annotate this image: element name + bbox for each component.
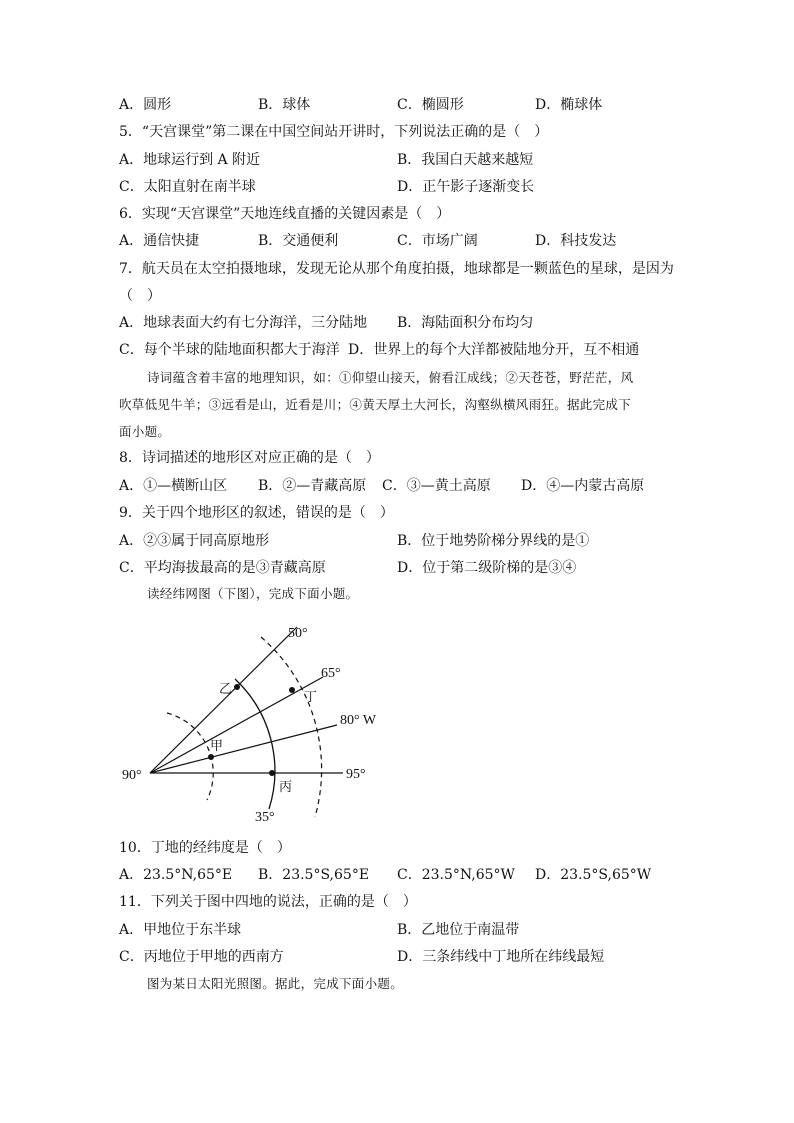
label-yi: 乙 [219, 682, 233, 697]
q8-stem: 8．诗词描述的地形区对应正确的是（ ） [119, 450, 380, 466]
q9-option-a: A．②③属于同高原地形 [119, 533, 270, 549]
latitude-inner-dashed [167, 713, 213, 800]
q7-option-a: A．地球表面大约有七分海洋，三分陆地 [119, 315, 368, 331]
q4-option-d: D．椭球体 [535, 97, 603, 113]
q7-stem: 7．航天员在太空拍摄地球，发现无论从那个角度拍摄，地球都是一颗蓝色的星球，是因为 [119, 261, 674, 277]
point-jia [208, 754, 214, 760]
q4-option-a: A．圆形 [119, 97, 172, 113]
label-lon95: 95° [346, 767, 366, 782]
q5-option-d: D．正午影子逐渐变长 [397, 179, 535, 195]
q10-option-b: B．23.5°S,65°E [258, 867, 370, 883]
q4-option-c: C．椭圆形 [397, 97, 464, 113]
q11-option-b: B．乙地位于南温带 [397, 922, 520, 938]
lat-long-grid-svg [115, 617, 385, 827]
q10-option-d: D．23.5°S,65°W [535, 867, 652, 883]
q8-option-c: C．③—黄土高原 [382, 478, 491, 494]
meridian-50 [150, 627, 297, 773]
label-lat35: 35° [255, 810, 275, 825]
q6-stem: 6．实现“天宫课堂”天地连线直播的关键因素是（ ） [119, 206, 451, 222]
q6-option-d: D．科技发达 [535, 233, 617, 249]
q9-stem: 9．关于四个地形区的叙述，错误的是（ ） [119, 505, 394, 521]
latitude-middle-solid [235, 679, 275, 809]
sunlight-passage-text: 图为某日太阳光照图。据此，完成下面小题。 [147, 976, 404, 991]
passage-line-3: 面小题。 [119, 424, 171, 439]
q8-option-b: B．②—青藏高原 [258, 478, 367, 494]
q5-option-c: C．太阳直射在南半球 [119, 179, 256, 195]
label-pole: 90° [122, 768, 142, 783]
q10-stem: 10．丁地的经纬度是（ ） [119, 840, 291, 856]
point-ding [289, 687, 295, 693]
map-passage-text: 读经纬网图（下图），完成下面小题。 [147, 586, 359, 601]
label-lat65: 65° [321, 666, 341, 681]
label-jia: 甲 [210, 739, 224, 754]
label-bing: 丙 [279, 780, 293, 795]
q7-option-b: B．海陆面积分布均匀 [397, 315, 534, 331]
q5-stem: 5．“天宫课堂”第二课在中国空间站开讲时，下列说法正确的是（ ） [119, 124, 549, 140]
q4-option-b: B．球体 [258, 97, 311, 113]
q5-option-a: A．地球运行到 A 附近 [119, 152, 261, 168]
q5-option-b: B．我国白天越来越短 [397, 152, 534, 168]
meridian-80w [150, 725, 337, 773]
q8-option-d: D．④—内蒙古高原 [521, 478, 645, 494]
q11-option-c: C．丙地位于甲地的西南方 [119, 949, 284, 965]
q11-stem: 11．下列关于图中四地的说法，正确的是（ ） [119, 894, 417, 910]
point-bing [269, 770, 275, 776]
passage-line-2: 吹草低见牛羊；③远看是山，近看是川；④黄天厚土大河长，沟壑纵横风雨狂。据此完成下 [119, 397, 632, 412]
q10-option-c: C．23.5°N,65°W [397, 867, 515, 883]
point-yi [234, 684, 240, 690]
q11-option-d: D．三条纬线中丁地所在纬线最短 [397, 949, 605, 965]
label-ding: 丁 [304, 690, 318, 705]
q9-option-d: D．位于第二级阶梯的是③④ [397, 560, 577, 576]
map-passage [119, 580, 679, 607]
q7-stem-cont: （ ） [119, 288, 161, 304]
meridian-65 [150, 677, 323, 773]
sunlight-passage [119, 970, 679, 997]
q6-option-b: B．交通便利 [258, 233, 339, 249]
q9-option-c: C．平均海拔最高的是③青藏高原 [119, 560, 326, 576]
label-lon80w: 80° W [340, 713, 377, 728]
q7-option-c: C．每个半球的陆地面积都大于海洋 [119, 342, 340, 358]
q9-option-b: B．位于地势阶梯分界线的是① [397, 533, 590, 549]
q7-option-d: D．世界上的每个大洋都被陆地分开，互不相通 [348, 342, 640, 358]
poetry-passage [119, 364, 679, 445]
q6-option-c: C．市场广阔 [397, 233, 478, 249]
q10-option-a: A．23.5°N,65°E [119, 867, 233, 883]
lat-long-grid-figure [115, 617, 385, 827]
q8-option-a: A．①—横断山区 [119, 478, 228, 494]
label-lat50: 50° [288, 626, 308, 641]
q11-option-a: A．甲地位于东半球 [119, 922, 242, 938]
passage-line-1: 诗词蕴含着丰富的地理知识，如：①仰望山接天，俯看江成线；②天苍苍，野茫茫，风 [147, 370, 634, 385]
q6-option-a: A．通信快捷 [119, 233, 200, 249]
